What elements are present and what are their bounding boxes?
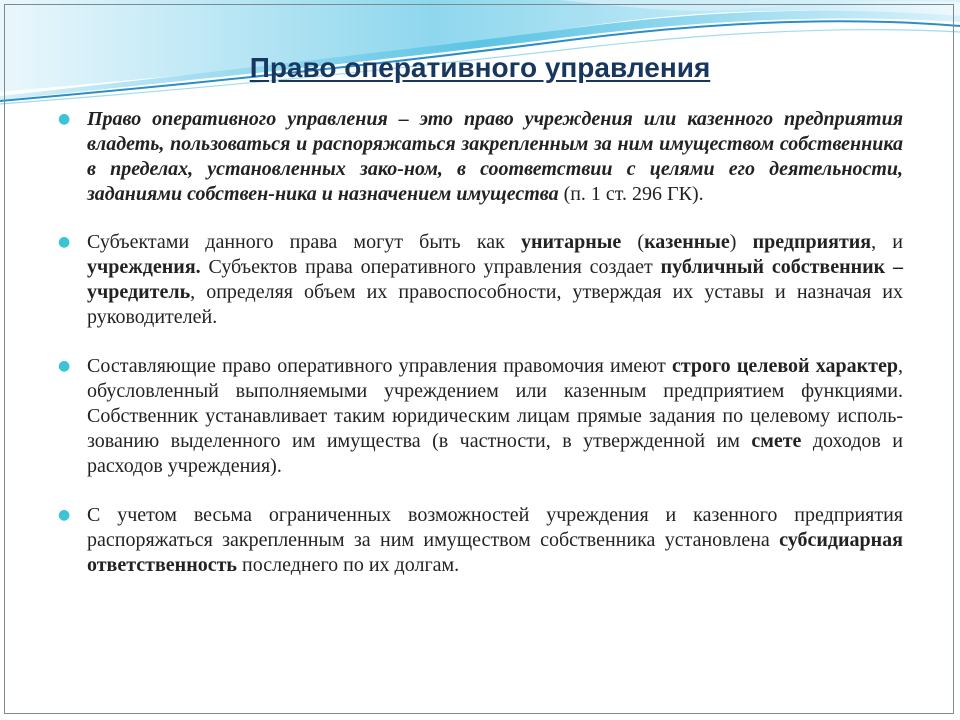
slide-title: Право оперативного управления [249, 52, 711, 83]
bullet-text: С учетом весьма ограниченных возможностей учреждения и казенного предприятия распоряжаться закрепленным за ним имуществом собственника установлена [87, 504, 903, 551]
bullet-text: , определяя объем их правоспособности, утверждая их уставы и назначая их руководителей. [87, 281, 903, 328]
bullet-emphasis: смете [751, 430, 802, 452]
bullet-text: Субъектов права оперативного управления создает [200, 256, 661, 278]
bullet-item [58, 230, 903, 330]
bullet-text: , и [871, 231, 904, 253]
bullet-emphasis: строго целевой характер [671, 355, 898, 377]
legal-reference: (п. 1 ст. 296 ГК). [558, 183, 704, 205]
definition-text: Право оперативного управления – это право учреждения или казенного предприятия владеть, пользоваться и распоряжаться закрепленным за ним имуществом собственника в пределах, установленных зако-ном, в соответствии с целями его деятельности, заданиями собствен-ника и назначением имущества [87, 108, 903, 205]
bullet-text: доходов и расходов учреждения). [87, 430, 903, 477]
bullet-item [58, 354, 903, 479]
bullet-emphasis: публичный собственник – учредитель [87, 256, 904, 303]
bullet-dot-icon: ● [58, 234, 71, 250]
bullet-text: Субъектами данного права могут быть как [87, 231, 521, 253]
bullet-item [58, 503, 903, 578]
bullet-list [58, 107, 903, 578]
bullet-emphasis: учреждения. [87, 256, 201, 278]
bullet-emphasis: казенные [644, 231, 730, 253]
bullet-text: последнего по их долгам. [237, 554, 460, 576]
bullet-text: Составляющие право оперативного управления правомочия имеют [87, 355, 672, 377]
bullet-dot-icon: ● [58, 358, 71, 374]
bullet-emphasis: субсидиарная ответственность [87, 529, 903, 576]
bullet-text: ( [621, 231, 645, 253]
bullet-text: , обусловленный выполняемыми учреждением или казенным предприятием функциями. Собственник устанавливает таким юридическим лицам прямые задания по целевому исполь-зованию выделенного им имущества (в частности, в утвержденной им [87, 355, 903, 452]
bullet-dot-icon: ● [58, 111, 71, 127]
bullet-text: ) [729, 231, 753, 253]
bullet-emphasis: унитарные [520, 231, 622, 253]
bullet-emphasis: предприятия [752, 231, 872, 253]
bullet-dot-icon: ● [58, 507, 71, 523]
bullet-item [58, 107, 903, 207]
